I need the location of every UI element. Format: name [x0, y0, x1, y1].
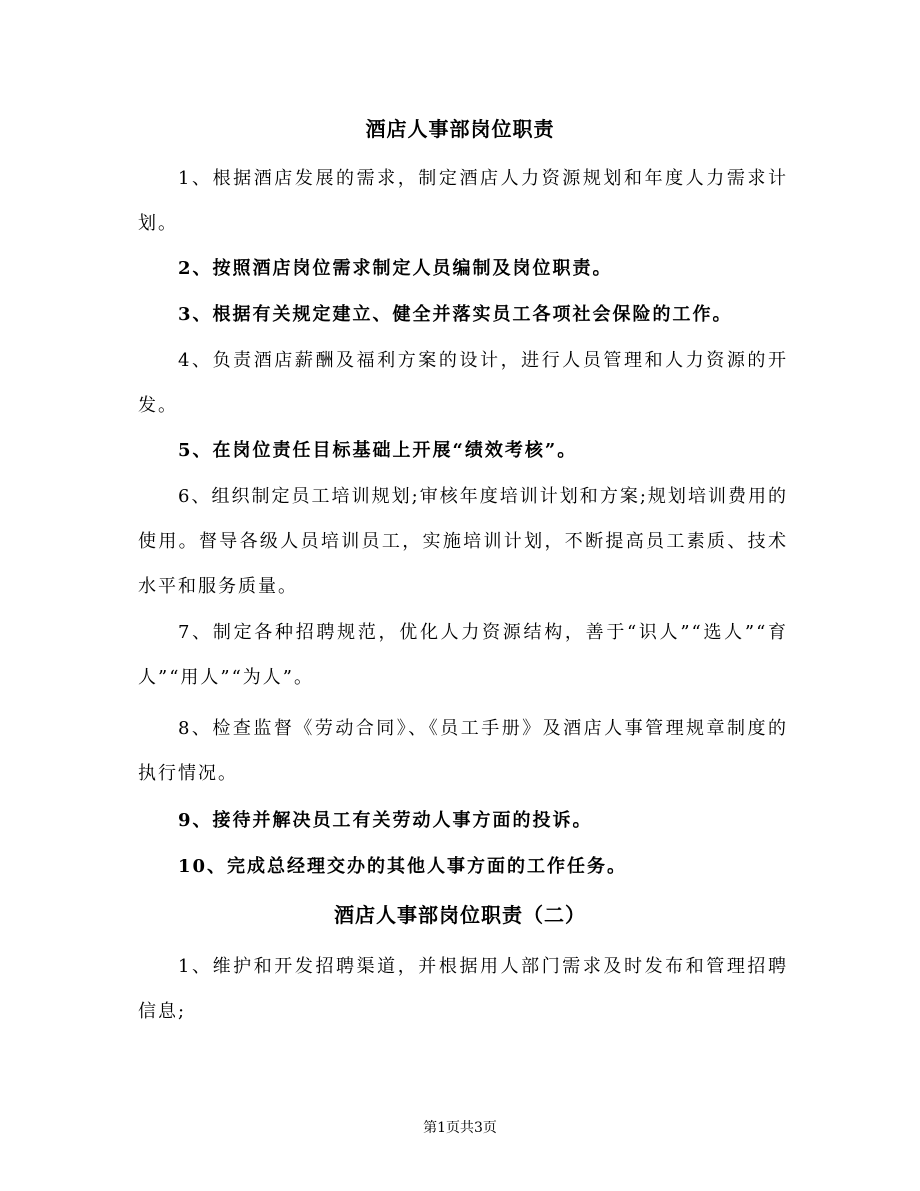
paragraph-6: 6、组织制定员工培训规划;审核年度培训计划和方案;规划培训费用的使用。督导各级人员培训员工，实施培训计划，不断提高员工素质、技术水平和服务质量。 — [138, 486, 788, 597]
paragraph-9: 9、接待并解决员工有关劳动人事方面的投诉。 — [178, 810, 593, 831]
paragraph-3: 3、根据有关规定建立、健全并落实员工各项社会保险的工作。 — [178, 304, 733, 325]
document-title: 酒店人事部岗位职责 — [365, 117, 555, 141]
section-2-title: 酒店人事部岗位职责（二） — [334, 903, 586, 927]
paragraph-2: 2、按照酒店岗位需求制定人员编制及岗位职责。 — [178, 258, 613, 279]
page-number: 第1页共3页 — [423, 1120, 497, 1136]
paragraph-4: 4、负责酒店薪酬及福利方案的设计，进行人员管理和人力资源的开发。 — [138, 350, 788, 416]
paragraph-7: 7、制定各种招聘规范，优化人力资源结构，善于“识人”“选人”“育人”“用人”“为人”。 — [138, 622, 788, 688]
section-2-paragraph-1: 1、维护和开发招聘渠道，并根据用人部门需求及时发布和管理招聘信息; — [138, 956, 788, 1022]
paragraph-8: 8、检查监督《劳动合同》、《员工手册》及酒店人事管理规章制度的执行情况。 — [138, 718, 788, 784]
paragraph-10: 10、完成总经理交办的其他人事方面的工作任务。 — [178, 856, 628, 877]
paragraph-1: 1、根据酒店发展的需求，制定酒店人力资源规划和年度人力需求计划。 — [138, 168, 788, 234]
paragraph-5: 5、在岗位责任目标基础上开展“绩效考核”。 — [178, 440, 578, 461]
